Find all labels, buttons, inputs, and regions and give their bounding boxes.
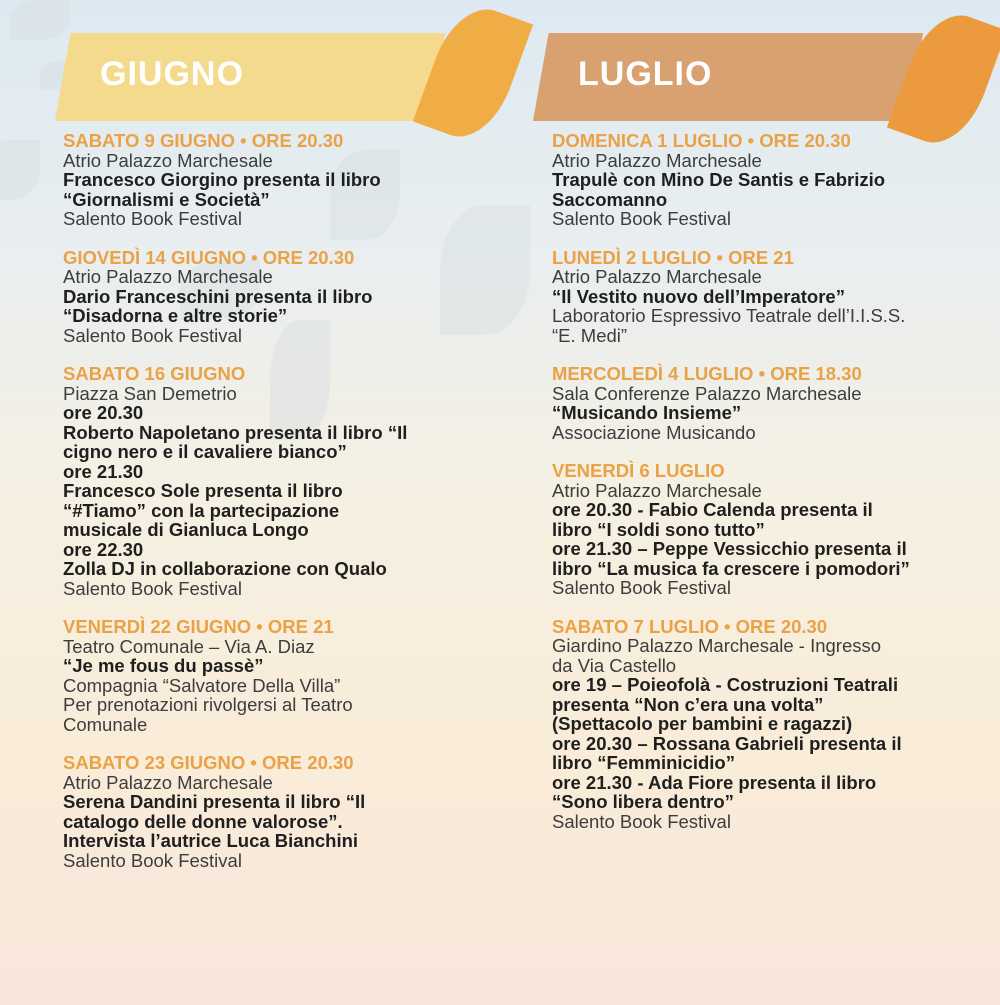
event-detail-line: “E. Medi” [552,324,628,346]
event-title-line: “Musicando Insieme” [552,402,742,423]
event-detail-line: Piazza San Demetrio [63,382,237,404]
event-item [552,461,992,598]
event-title-line: “Je me fous du passè” [63,655,264,676]
event-detail-line: Salento Book Festival [552,577,731,598]
event-title-line: presenta “Non c’era una volta” [552,693,824,715]
event-item [63,753,503,870]
event-title-line: “Giornalismi e Società” [63,188,270,210]
event-title-line: Saccomanno [552,188,668,210]
orange-petal-icon [413,0,533,149]
event-title-line: ore 21.30 – Peppe Vessicchio presenta il [552,538,907,559]
month-banner-luglio [533,33,933,123]
event-detail-line: Salento Book Festival [552,208,731,229]
event-date: SABATO 7 LUGLIO • ORE 20.30 [552,615,828,637]
event-item [552,131,992,229]
event-date: VENERDÌ 22 GIUGNO • ORE 21 [63,616,334,637]
event-detail-line: Compagnia “Salvatore Della Villa” [63,674,341,696]
event-date: SABATO 23 GIUGNO • ORE 20.30 [63,752,354,773]
event-title-line: libro “La musica fa crescere i pomodori” [552,557,910,579]
event-item [552,617,992,832]
event-detail-line: Salento Book Festival [63,849,242,871]
event-title-line: (Spettacolo per bambini e ragazzi) [552,713,853,734]
event-detail-line: Comunale [63,713,148,735]
event-date: SABATO 16 GIUGNO [63,363,246,384]
event-title-line: ore 21.30 - Ada Fiore presenta il libro [552,771,877,793]
event-title-line: cigno nero e il cavaliere bianco” [63,441,347,462]
event-title-line: musicale di Gianluca Longo [63,519,309,540]
event-detail-line: Giardino Palazzo Marchesale - Ingresso [552,635,882,656]
event-detail-line: Sala Conferenze Palazzo Marchesale [552,382,862,404]
event-detail-line: Atrio Palazzo Marchesale [63,266,273,287]
event-list-luglio [552,131,992,850]
event-title-line: Trapulè con Mino De Santis e Fabrizio [552,169,886,190]
event-title-line: Francesco Giorgino presenta il libro [63,169,381,190]
event-detail-line: Atrio Palazzo Marchesale [552,149,762,171]
event-detail-line: Associazione Musicando [552,421,756,443]
event-title-line: “Disadorna e altre storie” [63,305,288,326]
event-title-line: ore 20.30 – Rossana Gabrieli presenta il [552,732,902,754]
event-date: SABATO 9 GIUGNO • ORE 20.30 [63,130,344,151]
event-detail-line: Salento Book Festival [63,208,242,229]
event-item [63,364,503,598]
event-date: GIOVEDÌ 14 GIUGNO • ORE 20.30 [63,246,355,268]
month-title: LUGLIO [578,55,713,93]
event-item [63,131,503,229]
event-title-line: Serena Dandini presenta il libro “Il [63,791,366,812]
event-date: DOMENICA 1 LUGLIO • ORE 20.30 [552,130,851,151]
event-title-line: “#Tiamo” con la partecipazione [63,499,340,521]
event-title-line: Roberto Napoletano presenta il libro “Il [63,421,408,443]
month-title: GIUGNO [100,55,244,93]
event-title-line: ore 21.30 [63,460,144,482]
event-title-line: “Il Vestito nuovo dell’Imperatore” [552,285,845,307]
event-detail-line: Per prenotazioni rivolgersi al Teatro [63,694,353,715]
event-item [552,364,992,442]
event-detail-line: Teatro Comunale – Via A. Diaz [63,635,315,657]
event-title-line: Francesco Sole presenta il libro [63,480,343,501]
event-item [63,248,503,346]
event-title-line: ore 22.30 [63,538,144,560]
event-detail-line: Salento Book Festival [552,810,731,832]
event-title-line: ore 20.30 [63,402,144,423]
event-item [63,617,503,734]
event-title-line: ore 19 – Poieofolà - Costruzioni Teatrali [552,674,899,695]
event-detail-line: Salento Book Festival [63,324,242,346]
event-title-line: libro “Femminicidio” [552,752,735,773]
event-title-line: catalogo delle donne valorose”. [63,810,343,832]
event-title-line: Zolla DJ in collaborazione con Qualo [63,558,387,579]
event-title-line: Dario Franceschini presenta il libro [63,285,373,307]
event-item [552,248,992,346]
month-banner-giugno [55,33,455,123]
event-list-giugno [63,131,503,889]
event-detail-line: da Via Castello [552,654,677,676]
event-detail-line: Laboratorio Espressivo Teatrale dell’I.I.S.S. [552,305,906,326]
event-date: LUNEDÌ 2 LUGLIO • ORE 21 [552,246,794,268]
event-title-line: “Sono libera dentro” [552,791,734,812]
event-detail-line: Atrio Palazzo Marchesale [63,149,273,171]
event-date: VENERDÌ 6 LUGLIO [552,460,725,481]
event-title-line: Intervista l’autrice Luca Bianchini [63,830,359,851]
event-date: MERCOLEDÌ 4 LUGLIO • ORE 18.30 [552,363,862,384]
event-detail-line: Atrio Palazzo Marchesale [552,266,762,287]
event-title-line: ore 20.30 - Fabio Calenda presenta il [552,499,873,520]
event-detail-line: Atrio Palazzo Marchesale [552,479,762,501]
background-leaf-decoration [0,140,40,200]
event-title-line: libro “I soldi sono tutto” [552,518,765,540]
event-detail-line: Atrio Palazzo Marchesale [63,771,273,793]
event-detail-line: Salento Book Festival [63,577,242,599]
